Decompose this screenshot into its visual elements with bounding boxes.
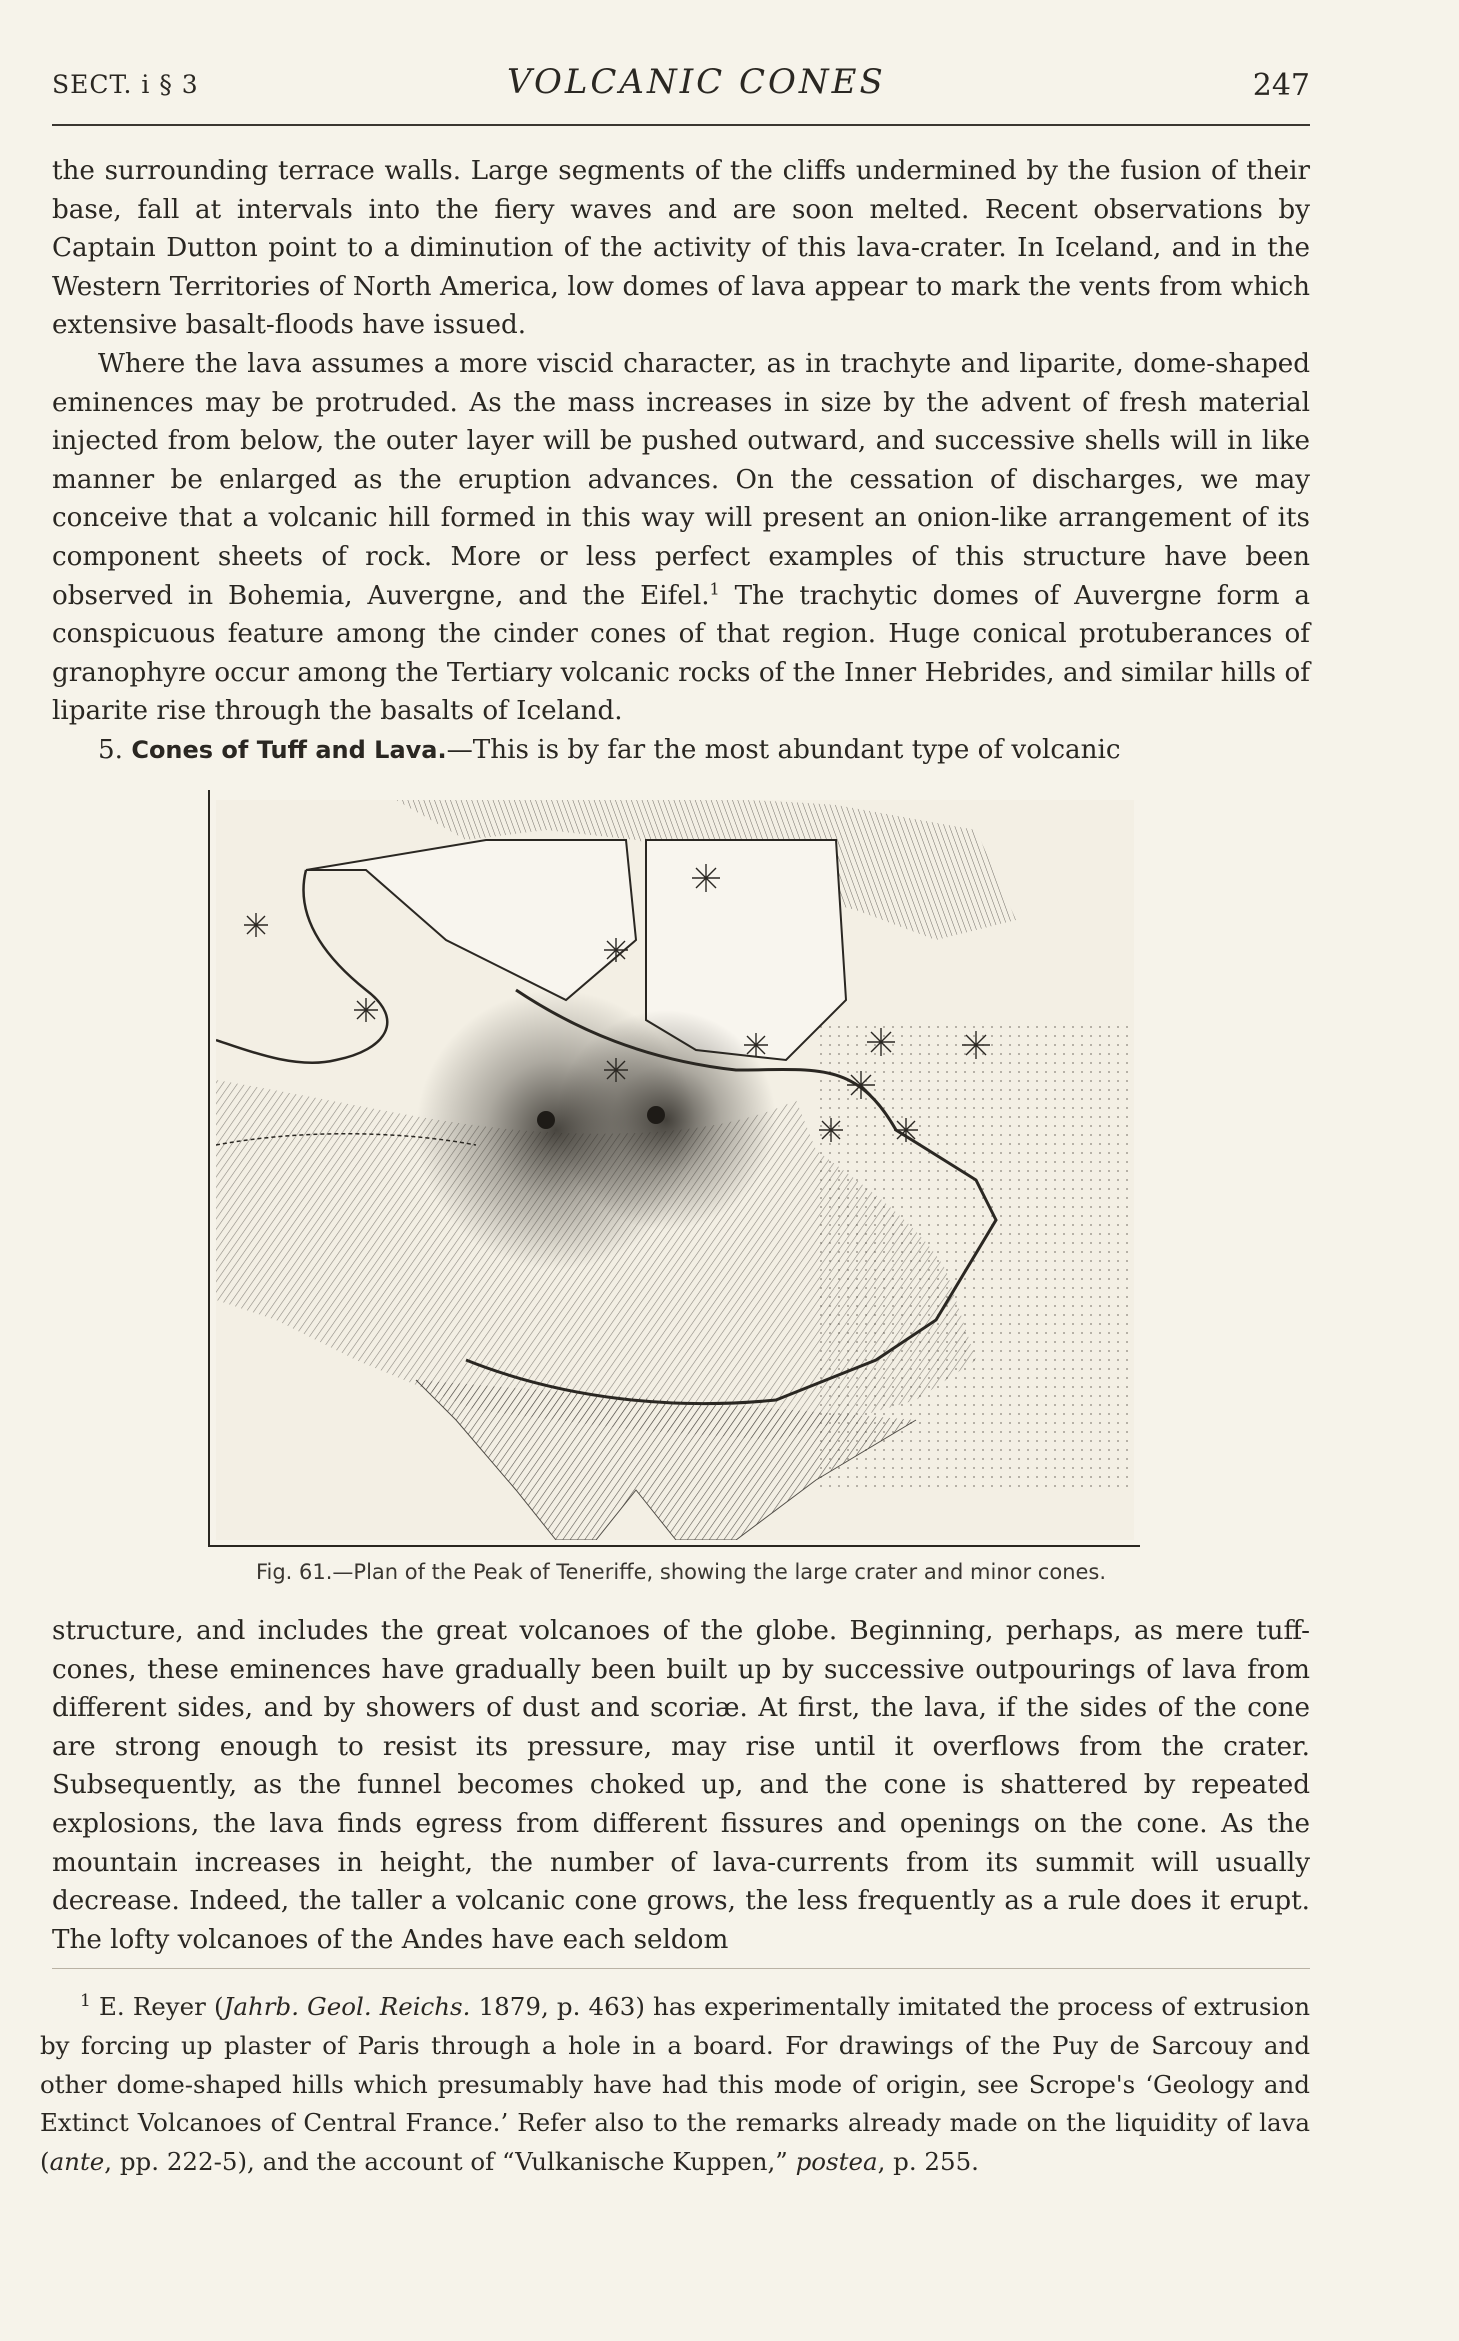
footnote-text-3: , p. 255. xyxy=(877,2147,979,2177)
footnote-1 xyxy=(40,1988,1310,2182)
figure-teneriffe-plan xyxy=(208,790,1140,1547)
paragraph-2 xyxy=(52,345,1310,731)
figure-caption: Fig. 61.—Plan of the Peak of Teneriffe, showing the large crater and minor cones. xyxy=(255,1560,1107,1584)
footnote-ante: ante xyxy=(49,2147,105,2177)
paragraph-2-text-a: Where the lava assumes a more viscid character, as in trachyte and liparite, dome-shaped eminences may be protruded. As the mass increases in size by the advent of fresh material injected from below, the outer layer will be pushed outward, and successive shells will in like manner be enlarged as the eruption advances. On the cessation of discharges, we may conceive that a volcanic hill formed in this way will present an onion-like arrangement of its component sheets of rock. More or less perfect examples of this structure have been observed in Bohemia, Auvergne, and the Eifel. xyxy=(52,349,1310,611)
footnote-author: E. Reyer ( xyxy=(99,1992,224,2021)
paragraph-1: the surrounding terrace walls. Large segments of the cliffs undermined by the fusion of their base, fall at intervals into the fiery waves and are soon melted. Recent observations by Captain Dutton point to a diminution of the activity of this lava-crater. In Iceland, and in the Western Territories of North America, low domes of lava appear to mark the vents from which extensive basalt-floods have issued. xyxy=(52,156,1310,341)
crater-plan-illustration xyxy=(216,800,1134,1540)
paragraph-3 xyxy=(52,731,1310,770)
footnote-mark: 1 xyxy=(80,1990,91,2011)
section-heading: Cones of Tuff and Lava. xyxy=(131,736,447,764)
page-number: 247 xyxy=(1252,68,1310,103)
footnote-reference[interactable]: 1 xyxy=(709,578,720,598)
running-head xyxy=(52,62,1310,112)
footnote-text-1: 1879, p. 463) has experimentally imitated the process of extrusion by forcing up plaster of Paris through a hole in a board. For drawings of the Puy de Sarcouy and other dome-shaped hills which presumably have had this mode of origin, see Scrope's ‘Geology and Extinct Volcanoes of Central France.’ Refer also to the remarks already made on the liquidity of lava ( xyxy=(40,1992,1310,2177)
footnote-postea: postea xyxy=(795,2147,878,2177)
paragraph-3-text: —This is by far the most abundant type of volcanic xyxy=(446,735,1121,765)
section-label: SECT. i § 3 xyxy=(52,70,199,99)
running-title: VOLCANIC CONES xyxy=(507,62,886,102)
footnote-text-2: , pp. 222-5), and the account of “Vulkanische Kuppen,” xyxy=(104,2147,796,2177)
footnote-journal: Jahrb. Geol. Reichs. xyxy=(223,1992,471,2021)
header-rule xyxy=(52,124,1310,126)
paragraph-4: structure, and includes the great volcanoes of the globe. Beginning, perhaps, as mere tuff-cones, these eminences have gradually been built up by successive outpourings of lava from different sides, and by showers of dust and scoriæ. At first, the lava, if the sides of the cone are strong enough to resist its pressure, may rise until it overflows from the crater. Subsequently, as the funnel becomes choked up, and the cone is shattered by repeated explosions, the lava finds egress from different fissures and openings on the cone. As the mountain increases in height, the number of lava-currents from its summit will usually decrease. Indeed, the taller a volcanic cone grows, the less frequently as a rule does it erupt. The lofty volcanoes of the Andes have each seldom xyxy=(52,1616,1310,1955)
section-number: 5. xyxy=(98,735,123,765)
paragraph-2-text-b: The trachytic domes of Auvergne form a conspicuous feature among the cinder cones of that region. Huge conical protuberances of granophyre occur among the Tertiary volcanic rocks of the Inner Hebrides, and similar hills of liparite rise through the basalts of Iceland. xyxy=(52,580,1310,727)
footnote-rule xyxy=(52,1968,1310,1969)
